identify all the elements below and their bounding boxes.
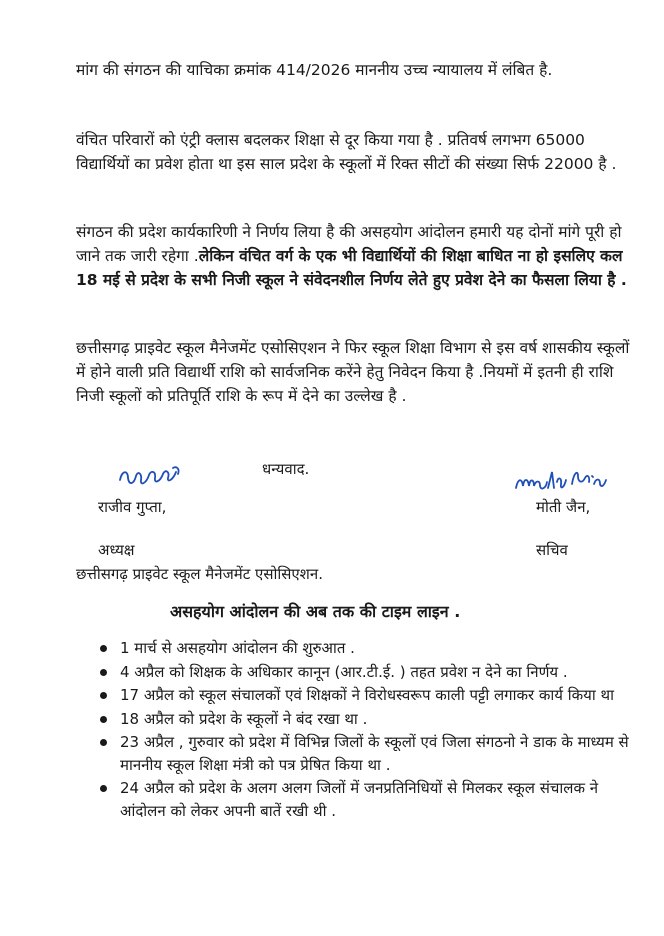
- timeline-item: [76, 637, 642, 660]
- signature-right: [512, 464, 608, 498]
- paragraph-decision-text: संगठन की प्रदेश कार्यकारिणी ने निर्णय लिया है की असहयोग आंदोलन हमारी यह दोनों मांगे पूरी हो जाने तक जारी रहेगा .: [76, 223, 622, 265]
- president-name: राजीव गुप्ता,: [98, 498, 167, 516]
- timeline-item: [76, 661, 642, 684]
- paragraph-petition: मांग की संगठन की याचिका क्रमांक 414/2026 माननीय उच्च न्यायालय में लंबित है.: [76, 61, 553, 79]
- timeline-item: [76, 731, 642, 776]
- timeline-item: [76, 777, 642, 822]
- paragraph-decision-bold: लेकिन वंचित वर्ग के एक भी विद्यार्थियों की शिक्षा बाधित ना हो इसलिए कल 18 मई से प्रदेश के सभी निजी स्कूल ने संवेदनशील निर्णय लेते हुए प्रवेश देने का फैसला लिया है .: [76, 247, 627, 289]
- timeline-item: [76, 684, 642, 707]
- bullet-icon: [100, 692, 107, 699]
- bullet-icon: [100, 645, 107, 652]
- bullet-icon: [100, 739, 107, 746]
- bullet-icon: [100, 716, 107, 723]
- signature-left: [116, 462, 186, 492]
- president-role: अध्यक्ष: [98, 541, 135, 559]
- timeline-list: [76, 637, 642, 823]
- thanks-text: धन्यवाद.: [262, 460, 310, 478]
- paragraph-entry-class: वंचित परिवारों को एंट्री क्लास बदलकर शिक्षा से दूर किया गया है . प्रतिवर्ष लगभग 65000 विद्यार्थियों का प्रवेश होता था इस साल प्रदेश के स्कूलों में रिक्त सीटों की संख्या सिर्फ 22000 है .: [76, 131, 617, 173]
- paragraph-decision: [76, 220, 642, 292]
- secretary-role: सचिव: [536, 541, 568, 559]
- paragraph-request: छत्तीसगढ़ प्राइवेट स्कूल मैनेजमेंट एसोसिएशन ने फिर स्कूल शिक्षा विभाग से इस वर्ष शासकीय स्कूलों में होने वाली प्रति विद्यार्थी राशि को सार्वजनिक करेंने हेतु निवेदन किया है .नियमों में इतनी ही राशि निजी स्कूलों को प्रतिपूर्ति राशि के रूप में देने का उल्लेख है .: [76, 339, 630, 405]
- timeline-item: [76, 708, 642, 731]
- timeline-title: असहयोग आंदोलन की अब तक की टाइम लाइन .: [170, 602, 461, 621]
- timeline-item-text: 17 अप्रैल को स्कूल संचालकों एवं शिक्षकों ने विरोधस्वरूप काली पट्टी लगाकर कार्य किया था: [120, 686, 615, 704]
- timeline-item-text: 23 अप्रैल , गुरुवार को प्रदेश में विभिन्न जिलों के स्कूलों एवं जिला संगठनो ने डाक के माध्यम से माननीय स्कूल शिक्षा मंत्री को पत्र प्रेषित किया था .: [120, 733, 629, 774]
- timeline-item-text: 4 अप्रैल को शिक्षक के अधिकार कानून (आर.टी.ई. ) तहत प्रवेश न देने का निर्णय .: [120, 662, 568, 681]
- organization-name: छत्तीसगढ़ प्राइवेट स्कूल मैनेजमेंट एसोसिएशन.: [76, 565, 323, 583]
- timeline-item-text: 24 अप्रैल को प्रदेश के अलग अलग जिलों में जनप्रतिनिधियों से मिलकर स्कूल संचालक ने आंदोलन को लेकर अपनी बातें रखी थी .: [120, 779, 599, 820]
- bullet-icon: [100, 669, 107, 676]
- secretary-name: मोती जैन,: [536, 498, 591, 516]
- timeline-item-text: 18 अप्रैल को प्रदेश के स्कूलों ने बंद रखा था .: [120, 709, 368, 728]
- bullet-icon: [100, 785, 107, 792]
- timeline-item-text: 1 मार्च से असहयोग आंदोलन की शुरुआत .: [120, 639, 355, 657]
